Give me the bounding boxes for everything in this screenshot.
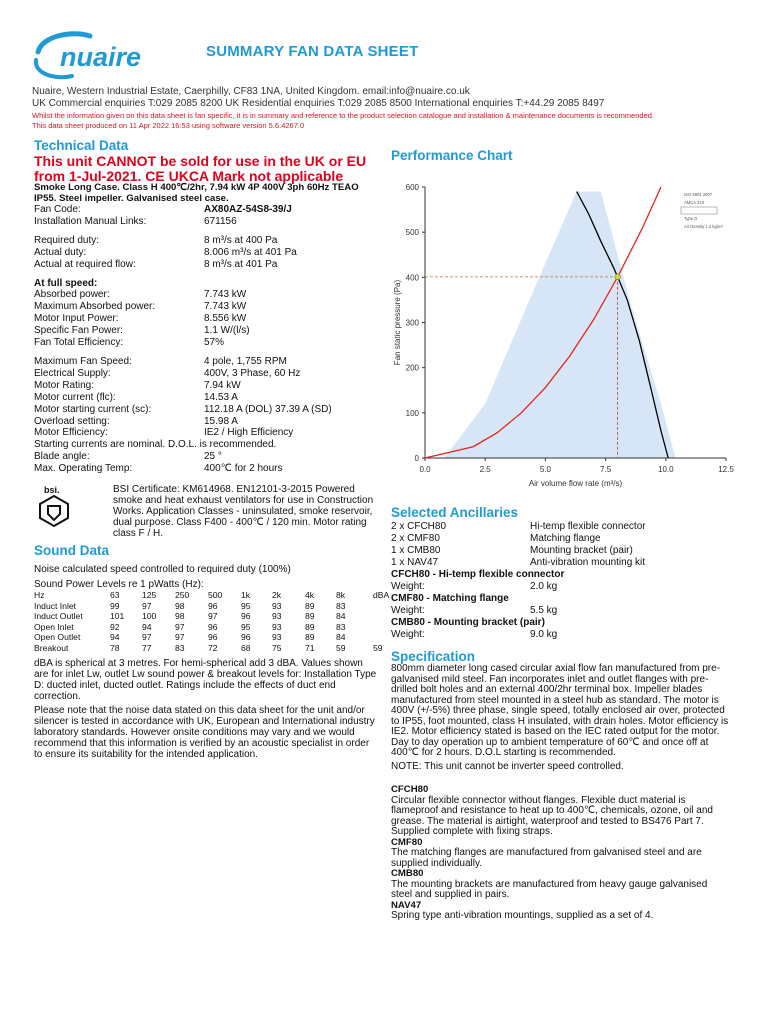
tech-row	[34, 247, 374, 259]
ancillary-detail-title: CMF80 - Matching flange	[391, 593, 509, 604]
sound-table-row	[34, 611, 393, 622]
ancillary-detail-title: CMB80 - Mounting bracket (pair)	[391, 617, 545, 628]
tech-row	[34, 427, 374, 439]
spec-item-title: NAV47	[391, 899, 422, 911]
tech-row	[34, 301, 374, 313]
selected-ancillaries-heading: Selected Ancillaries	[391, 505, 519, 520]
performance-chart-heading: Performance Chart	[391, 148, 513, 163]
sound-cell: 97	[175, 632, 185, 643]
company-address: Nuaire, Western Industrial Estate, Caerphilly, CF83 1NA, United Kingdom. email:info@nuaire.co.uk	[32, 86, 470, 97]
tech-row	[34, 313, 374, 325]
sound-cell: 89	[305, 632, 315, 643]
tech-value: 14.53 A	[204, 391, 238, 403]
ancillary-item	[391, 557, 736, 569]
sound-cell: 75	[272, 642, 282, 653]
sound-col-header: 4k	[305, 590, 315, 601]
tech-row	[34, 451, 374, 463]
x-tick-label: 5.0	[539, 465, 551, 474]
y-tick-label: 400	[405, 273, 419, 283]
spec-item-title: CMB80	[391, 868, 424, 879]
sound-cell: 96	[208, 632, 218, 643]
tech-label: Fan Code:	[34, 204, 81, 215]
sound-cell: 77	[142, 642, 152, 653]
x-tick-label: 10.0	[658, 465, 674, 474]
tech-row	[34, 392, 374, 404]
tech-label: Blade angle:	[34, 451, 90, 463]
enquiries-line: UK Commercial enquiries T:029 2085 8200 UK Residential enquiries T:029 2085 8500 International enquiries T:+44.29 2085 8497	[32, 98, 605, 109]
ancillary-desc: Mounting bracket (pair)	[530, 545, 633, 556]
sound-table-row	[34, 601, 393, 612]
sound-cell: 89	[305, 600, 315, 611]
tech-row	[34, 439, 374, 451]
ancillary-weight-label: Weight:	[391, 581, 425, 592]
sound-data-heading: Sound Data	[34, 543, 110, 558]
ancillary-weight-value: 2.0 kg	[530, 581, 558, 592]
ancillary-desc: Matching flange	[530, 533, 601, 544]
sound-cell: 101	[110, 611, 125, 622]
ancillaries-list	[391, 521, 736, 641]
sound-cell	[373, 622, 393, 633]
sound-cell: 99	[110, 600, 120, 611]
legend-line: Air Density 1.2 kg/m³	[684, 224, 723, 229]
spec-item-title: CFCH80	[391, 784, 429, 795]
sound-note-1: dBA is spherical at 3 metres. For hemi-spherical add 3 dBA. Values shown are for inlet Lw, outlet Lw sound power & breakout levels for: Installation Type D: ducted inlet, ducted outlet. Ratings include the effects of duct end correction.	[34, 658, 377, 702]
sound-cell: 83	[336, 600, 346, 611]
legend-line: AMCA 210	[684, 200, 705, 205]
sound-cell: 96	[241, 632, 251, 643]
sound-col-header: 500	[208, 590, 223, 601]
ancillary-weight-row	[391, 581, 736, 593]
tech-value: 7.743 kW	[204, 301, 247, 313]
tech-value	[276, 439, 374, 451]
sound-cell: 93	[272, 611, 282, 622]
sound-table	[34, 590, 393, 653]
duty-point-marker	[615, 274, 621, 280]
tech-label: Actual at required flow:	[34, 258, 136, 270]
spec-item-text: Spring type anti-vibration mountings, supplied as a set of 4.	[391, 910, 654, 921]
y-tick-label: 100	[405, 408, 419, 418]
tech-label: Overload setting:	[34, 415, 110, 427]
tech-row	[34, 356, 374, 368]
sound-table-header	[34, 590, 393, 601]
ancillary-qty: 2 x CFCH80	[391, 521, 447, 532]
sound-row-label: Induct Outlet	[34, 611, 83, 622]
sound-cell: 72	[208, 642, 218, 653]
sound-note-2: Please note that the noise data stated on this data sheet for the unit and/or silencer is tested in accordance with UK, European and International industry laboratory standards. However onsite conditions may vary and we would recommend that this information is verified by an acoustic specialist in order to ensure its suitability for the intended application.	[34, 705, 375, 760]
bsi-logo-text: bsi.	[44, 485, 60, 495]
sound-cell: 95	[241, 600, 251, 611]
y-tick-label: 0	[414, 454, 419, 463]
tech-row	[34, 289, 374, 301]
sound-cell: 96	[208, 600, 218, 611]
sound-col-header: 8k	[336, 590, 346, 601]
sound-col-header: dBA	[373, 590, 390, 601]
tech-label: Absorbed power:	[34, 289, 110, 301]
ancillary-detail-title: CFCH80 - Hi-temp flexible connector	[391, 569, 565, 580]
ancillary-weight-label: Weight:	[391, 605, 425, 616]
sound-cell: 68	[241, 642, 251, 653]
ancillary-weight-row	[391, 629, 736, 641]
tech-value: AX80AZ-54S8-39/J	[204, 204, 292, 215]
sales-warning: This unit CANNOT be sold for use in the UK or EU from 1-Jul-2021. CE UKCA Mark not applicable	[34, 153, 367, 184]
spacer	[34, 228, 374, 235]
tech-row	[34, 337, 374, 349]
sound-col-header: 63	[110, 590, 120, 601]
tech-label: Required duty:	[34, 234, 100, 246]
tech-row	[34, 259, 374, 271]
y-tick-label: 600	[405, 183, 419, 192]
spacer	[34, 349, 374, 356]
sound-cell: 95	[241, 621, 251, 632]
tech-value: 8.006 m³/s at 401 Pa	[204, 246, 297, 258]
sound-cell: 92	[110, 621, 120, 632]
page-title: SUMMARY FAN DATA SHEET	[206, 43, 419, 60]
performance-chart	[388, 176, 740, 494]
ancillary-weight-value: 9.0 kg	[530, 629, 558, 640]
sound-cell: 97	[142, 632, 152, 643]
y-tick-label: 200	[405, 363, 419, 373]
tech-value: 400V, 3 Phase, 60 Hz	[204, 367, 301, 379]
sound-levels-label: Sound Power Levels re 1 pWatts (Hz):	[34, 579, 204, 590]
ancillary-qty: 1 x NAV47	[391, 557, 439, 568]
tech-label: Maximum Fan Speed:	[34, 355, 132, 367]
sound-cell: 89	[305, 611, 315, 622]
sound-table-row	[34, 643, 393, 654]
product-description: Smoke Long Case. Class H 400℃/2hr, 7.94 kW 4P 400V 3ph 60Hz TEAO IP55. Steel impeller. Galvanised steel case.	[34, 182, 359, 204]
tech-label: Actual duty:	[34, 246, 87, 258]
tech-row	[34, 204, 374, 216]
tech-row	[34, 368, 374, 380]
ancillary-weight-value: 5.5 kg	[530, 605, 558, 616]
sound-intro: Noise calculated speed controlled to required duty (100%)	[34, 564, 291, 575]
specification-body: 800mm diameter long cased circular axial flow fan manufactured from pre-galvanised mild steel. Fan incorporates inlet and outlet flanges with pre-drilled bolt holes and an external 400/2hr terminal box. Impeller blades manufactured from steel mounted in a steel hub as standard. The motor is 400V (+/-5%) three phase, single speed, totally enclosed air over, protected to IP55, foot mounted, class H insulated, with drain holes. Motor efficiency is IE2. Motor efficiency stated is based on the IEC rated output for the motor. Day to day operation up to ambient temperature of 60℃ and once off at 400℃ for 2 hours. D.O.L starting is recommended.	[391, 663, 729, 758]
tech-value: 671156	[204, 215, 237, 227]
sound-row-label: Induct Inlet	[34, 600, 77, 611]
sound-cell	[373, 611, 393, 622]
sound-col-header: 1k	[241, 590, 251, 601]
tech-row	[34, 463, 374, 475]
sound-cell: 84	[336, 632, 346, 643]
sound-row-label: Open Outlet	[34, 632, 81, 643]
sound-cell: 98	[175, 611, 185, 622]
tech-label: Maximum Absorbed power:	[34, 301, 156, 313]
tech-value: 8.556 kW	[204, 313, 247, 325]
specification-heading: Specification	[391, 649, 476, 664]
x-tick-label: 0.0	[419, 465, 431, 474]
tech-label: Installation Manual Links:	[34, 215, 147, 227]
technical-data-heading: Technical Data	[34, 138, 129, 153]
sound-cell: 78	[110, 642, 120, 653]
sound-cell: 83	[336, 621, 346, 632]
sound-cell: 83	[175, 642, 185, 653]
sound-row-label: Breakout	[34, 642, 69, 653]
bsi-certificate-text: BSI Certificate: KM614968. EN12101-3-2015 Powered smoke and heat exhaust ventilators for use in Construction Works. Application Classes - uninsulated, smoke reservoir, dual purpose. Class F400 - 400℃ / 120 min. Motor rating class F / H.	[113, 484, 374, 539]
tech-row	[34, 216, 374, 228]
tech-label: Starting currents are nominal. D.O.L. is recommended.	[34, 439, 277, 451]
tech-label: Fan Total Efficiency:	[34, 337, 124, 349]
sound-cell: 84	[336, 611, 346, 622]
tech-row	[34, 380, 374, 392]
tech-label: Motor Efficiency:	[34, 427, 108, 439]
sound-cell: 93	[272, 621, 282, 632]
sound-cell	[373, 601, 393, 612]
brand-wordmark: nuaire	[60, 42, 142, 72]
technical-data-list	[34, 204, 374, 475]
sound-cell: 100	[142, 611, 157, 622]
tech-label: Electrical Supply:	[34, 367, 111, 379]
sound-cell: 59	[336, 642, 346, 653]
sound-cell: 93	[272, 600, 282, 611]
tech-label: Max. Operating Temp:	[34, 463, 133, 475]
tech-value: 400℃ for 2 hours	[204, 463, 283, 475]
ancillary-qty: 2 x CMF80	[391, 533, 440, 544]
sound-cell: 59	[373, 642, 383, 653]
ancillary-desc: Hi-temp flexible connector	[530, 521, 646, 532]
ancillary-weight-label: Weight:	[391, 629, 425, 640]
sound-cell	[373, 632, 393, 643]
tech-value: 8 m³/s at 400 Pa	[204, 234, 278, 246]
spec-item-title: CMF80	[391, 836, 423, 848]
y-tick-label: 300	[405, 318, 419, 328]
tech-value: 7.94 kW	[204, 379, 241, 391]
tech-label: Motor Rating:	[34, 379, 95, 391]
full-speed-label: At full speed:	[34, 277, 98, 289]
ancillary-item	[391, 545, 736, 557]
tech-row	[34, 404, 374, 416]
bsi-kitemark-logo	[34, 484, 74, 528]
x-tick-label: 2.5	[479, 465, 491, 474]
tech-label: Motor current (flc):	[34, 391, 116, 403]
tech-row	[34, 235, 374, 247]
y-tick-label: 500	[405, 228, 419, 238]
tech-value: 112.18 A (DOL) 37.39 A (SD)	[204, 403, 332, 415]
tech-value: 57%	[204, 337, 225, 349]
ancillary-weight-row	[391, 605, 736, 617]
sound-col-header: 250	[175, 590, 190, 601]
sound-col-header: 2k	[272, 590, 282, 601]
sound-cell: 94	[142, 621, 152, 632]
tech-row	[34, 325, 374, 337]
spec-item-text: The matching flanges are manufactured from galvanised steel and are supplied individually.	[391, 847, 702, 869]
specification-note: NOTE: This unit cannot be inverter speed controlled.	[391, 761, 624, 772]
sound-cell: 98	[175, 600, 185, 611]
sound-col-header: Hz	[34, 590, 45, 601]
sound-cell: 94	[110, 632, 120, 643]
tech-label: Specific Fan Power:	[34, 325, 123, 337]
sound-cell: 89	[305, 621, 315, 632]
x-axis-title: Air volume flow rate (m³/s)	[528, 479, 623, 488]
tech-value: 25 °	[204, 451, 222, 463]
sound-cell: 93	[272, 632, 282, 643]
spec-item-text: The mounting brackets are manufactured from heavy gauge galvanised steel and supplied in pairs.	[391, 878, 708, 900]
specification-items	[391, 785, 731, 922]
tech-label: Motor Input Power:	[34, 313, 119, 325]
ancillary-desc: Anti-vibration mounting kit	[530, 557, 646, 568]
tech-value: 8 m³/s at 401 Pa	[204, 258, 278, 270]
produced-text: This data sheet produced on 11 Apr 2022 16:53 using software version 5.6.4267.0	[32, 121, 305, 130]
disclaimer-text: Whilst the information given on this data sheet is fan specific, it is in summary and reference to the product selection catalogue and installation & maintenance documents is recommended.	[32, 111, 654, 120]
tech-value: 1.1 W/(l/s)	[204, 325, 250, 337]
sound-col-header: 125	[142, 590, 157, 601]
sound-cell: 71	[305, 642, 315, 653]
sound-table-row	[34, 622, 393, 633]
tech-label: Motor starting current (sc):	[34, 403, 152, 415]
tech-value: 15.98 A	[204, 415, 238, 427]
sound-cell: 97	[175, 621, 185, 632]
sound-cell: 96	[208, 621, 218, 632]
sound-cell: 97	[142, 600, 152, 611]
legend-line: Type D	[684, 216, 698, 221]
spacer	[34, 271, 374, 278]
tech-value: 7.743 kW	[204, 289, 247, 301]
tech-value: IE2 / High Efficiency	[204, 427, 294, 439]
sound-row-label: Open Inlet	[34, 621, 74, 632]
legend-line: ISO 5801 2007	[684, 192, 713, 197]
ancillary-item	[391, 521, 736, 533]
spec-item-text: Circular flexible connector without flanges. Flexible duct material is flameproof and resistance to heat up to 400℃, chemicals, ozone, oil and grease. The material is airtight, waterproof and tested to BS476 Part 7. Supplied complete with fixing straps.	[391, 794, 713, 837]
sound-cell: 97	[208, 611, 218, 622]
sound-table-row	[34, 632, 393, 643]
tech-row	[34, 416, 374, 428]
ancillary-item	[391, 533, 736, 545]
nuaire-logo	[32, 30, 182, 82]
x-tick-label: 12.5	[718, 465, 734, 474]
x-tick-label: 7.5	[600, 465, 612, 474]
sound-cell: 96	[241, 611, 251, 622]
tech-value: 4 pole, 1,755 RPM	[204, 355, 287, 367]
y-axis-title: Fan static pressure (Pa)	[393, 279, 402, 366]
ancillary-qty: 1 x CMB80	[391, 545, 441, 556]
